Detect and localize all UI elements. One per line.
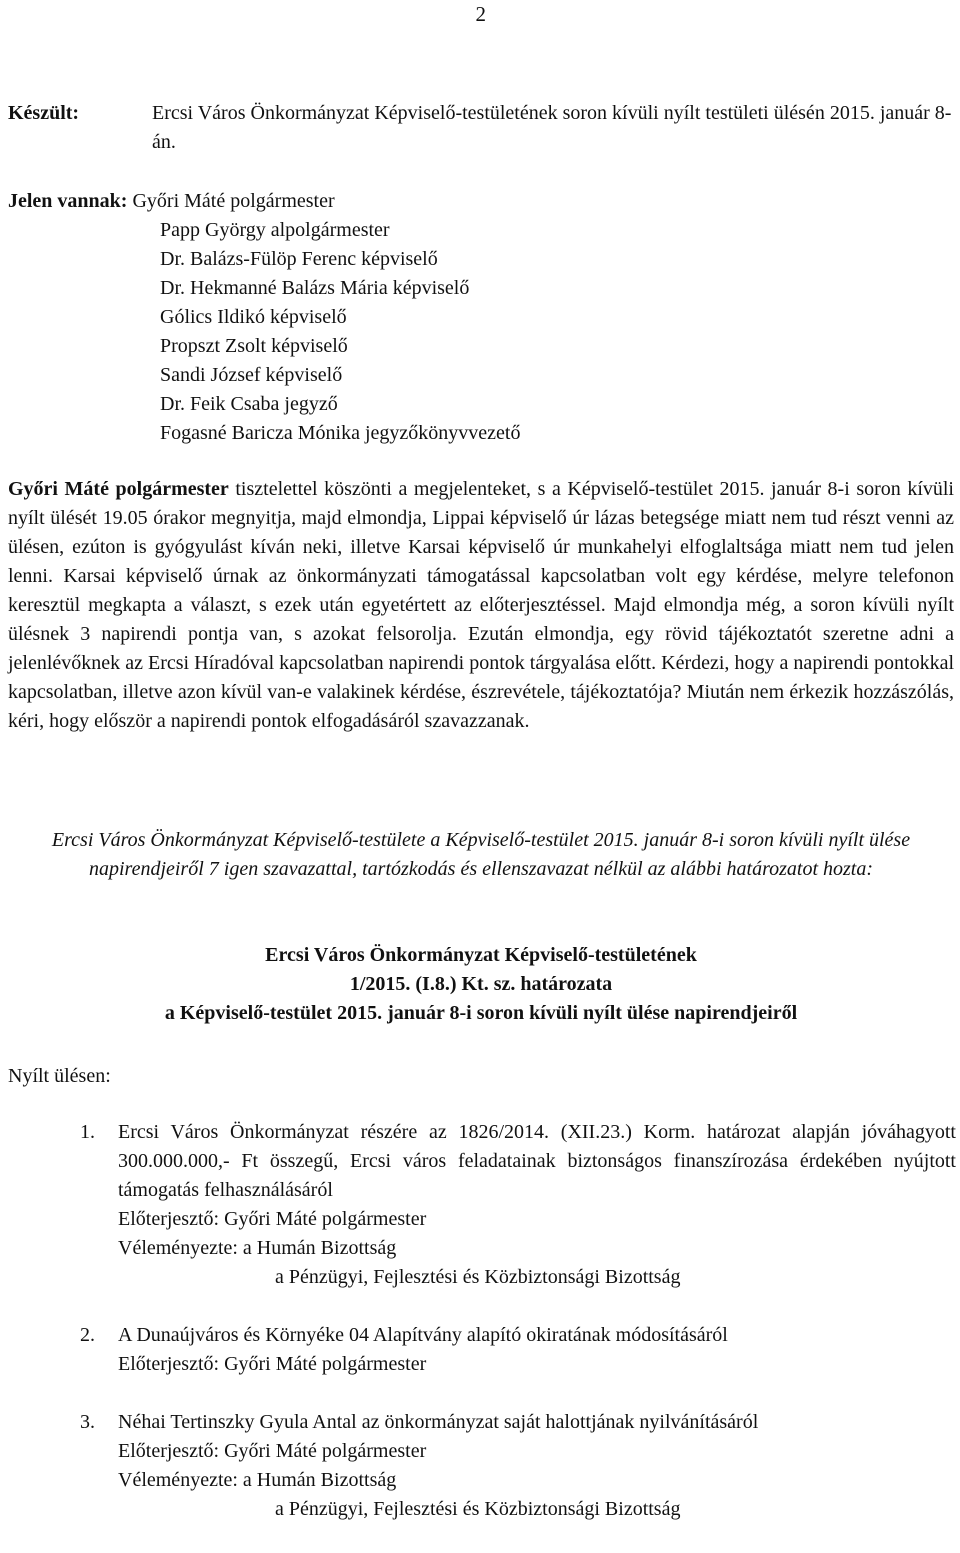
agenda-presenter: Előterjesztő: Győri Máté polgármester: [118, 1440, 427, 1462]
present-member: Gólics Ildikó képviselő: [160, 306, 347, 328]
present-member: Dr. Hekmanné Balázs Mária képviselő: [160, 277, 470, 299]
agenda-number: 3.: [80, 1411, 95, 1433]
agenda-presenter: Előterjesztő: Győri Máté polgármester: [118, 1353, 427, 1375]
open-session-label: Nyílt ülésen:: [8, 1065, 111, 1087]
present-member: Dr. Feik Csaba jegyző: [160, 393, 338, 415]
agenda-reviewer-2: a Pénzügyi, Fejlesztési és Közbiztonsági Bizottság: [275, 1498, 681, 1520]
resolution-line-3: a Képviselő-testület 2015. január 8-i soron kívüli nyílt ülése napirendjeiről: [164, 1002, 798, 1024]
decision-intro: Ercsi Város Önkormányzat Képviselő-testülete a Képviselő-testület 2015. január 8-i soron kívüli nyílt ülése napirendjeiről 7 igen szavazattal, tartózkodás és ellenszavazat nélkül az alábbi határozatot hozta:: [51, 829, 911, 880]
agenda-item: [80, 1321, 956, 1379]
intro-speaker: Győri Máté polgármester: [8, 478, 229, 500]
agenda-number: 1.: [80, 1121, 95, 1143]
agenda-presenter: Előterjesztő: Győri Máté polgármester: [118, 1208, 427, 1230]
present-member: Papp György alpolgármester: [160, 219, 390, 241]
agenda-title: A Dunaújváros és Környéke 04 Alapítvány alapító okiratának módosításáról: [118, 1324, 728, 1346]
present-member: Győri Máté polgármester: [132, 190, 335, 212]
agenda-item: [80, 1408, 956, 1524]
intro-paragraph: [8, 475, 954, 736]
agenda-reviewer: Véleményezte: a Humán Bizottság: [118, 1469, 397, 1491]
resolution-heading: [8, 941, 954, 1028]
present-label: Jelen vannak:: [8, 190, 128, 212]
agenda-number: 2.: [80, 1324, 95, 1346]
agenda-title: Ercsi Város Önkormányzat részére az 1826/2014. (XII.23.) Korm. határozat alapján jóváhagyott 300.000.000,- Ft összegű, Ercsi város feladatainak biztonságos finanszírozása érdekében nyújtott támogatás felhasználásáról: [118, 1121, 956, 1201]
present-list: [8, 187, 520, 448]
agenda-reviewer-2: a Pénzügyi, Fejlesztési és Közbiztonsági Bizottság: [275, 1266, 681, 1288]
agenda-list: [80, 1118, 956, 1553]
made-label: Készült:: [8, 102, 80, 124]
present-member: Sandi József képviselő: [160, 364, 343, 386]
resolution-line-2: 1/2015. (I.8.) Kt. sz. határozata: [349, 973, 613, 995]
intro-text: tisztelettel köszönti a megjelenteket, s a Képviselő-testület 2015. január 8-i soron kívüli nyílt ülését 19.05 órakor megnyitja, majd elmondja, Lippai képviselő úr lázas betegsége miatt nem tud részt venni az ülésen, ezúton is gyógyulást kíván neki, illetve Karsai képviselő úr munkahelyi elfoglaltsága miatt nem tud jelen lenni. Karsai képviselő úrnak az önkormányzati támogatással kapcsolatban volt egy kérdése, melyre telefonon keresztül megkapta a választ, s ezek után egyetértett az előterjesztéssel. Majd elmondja még, a soron kívüli nyílt ülésnek 3 napirendi pontja van, s azokat felsorolja. Ezután elmondja, egy rövid tájékoztatót szeretne adni a jelenlévőknek az Ercsi Híradóval kapcsolatban napirendi pontok tárgyalása előtt. Kérdezi, hogy a napirendi pontokkal kapcsolatban, illetve azon kívül van-e valakinek kérdése, észrevétele, tájékoztatója? Miután nem érkezik hozzászólás, kéri, hogy először a napirendi pontok elfogadásáról szavazzanak.: [8, 478, 954, 732]
present-member: Dr. Balázs-Fülöp Ferenc képviselő: [160, 248, 438, 270]
agenda-title: Néhai Tertinszky Gyula Antal az önkormányzat saját halottjának nyilvánításáról: [118, 1411, 759, 1433]
resolution-line-1: Ercsi Város Önkormányzat Képviselő-testületének: [265, 944, 697, 966]
present-member: Fogasné Baricza Mónika jegyzőkönyvvezető: [160, 422, 521, 444]
made-text: Ercsi Város Önkormányzat Képviselő-testületének soron kívüli nyílt testületi ülésén 2015. január 8-án.: [152, 102, 952, 153]
page-number: 2: [475, 2, 486, 26]
agenda-item: [80, 1118, 956, 1292]
present-member: Propszt Zsolt képviselő: [160, 335, 348, 357]
agenda-reviewer: Véleményezte: a Humán Bizottság: [118, 1237, 397, 1259]
